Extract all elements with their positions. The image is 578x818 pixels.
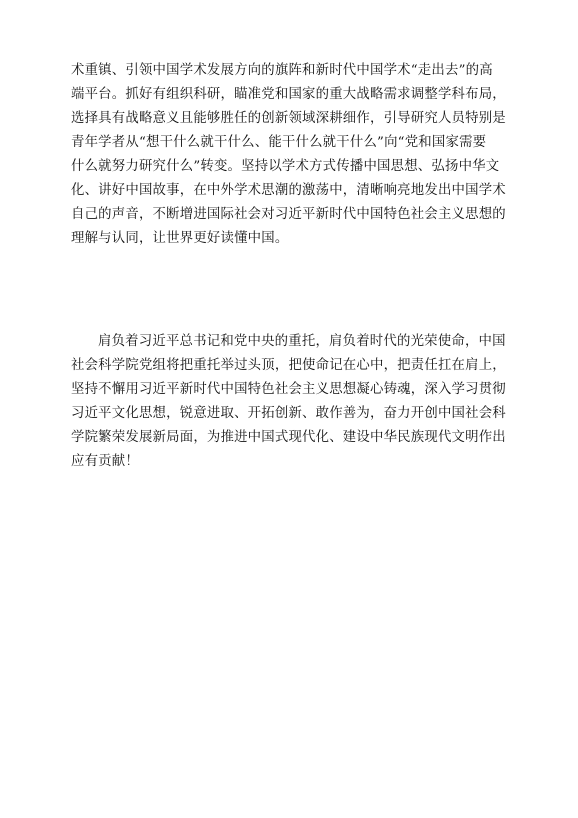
text-line: 应有贡献！ [71, 454, 139, 469]
paragraph-1 [71, 59, 516, 251]
text-line: 坚持不懈用习近平新时代中国特色社会主义思想凝心铸魂，深入学习贯彻 [71, 382, 506, 397]
paragraph-2 [71, 330, 516, 474]
text-line: 端平台。抓好有组织科研，瞄准党和国家的重大战略需求调整学科布局， [71, 87, 506, 102]
text-line: 理解与认同，让世界更好读懂中国。 [71, 231, 289, 246]
text-line: 自己的声音，不断增进国际社会对习近平新时代中国特色社会主义思想的 [71, 207, 506, 222]
text-line: 社会科学院党组将把重托举过头顶，把使命记在心中，把责任扛在肩上， [71, 358, 506, 373]
text-line: 肩负着习近平总书记和党中央的重托，肩负着时代的光荣使命，中国 [98, 334, 506, 349]
text-line: 什么就努力研究什么”转变。坚持以学术方式传播中国思想、弘扬中华文 [71, 159, 500, 174]
text-line: 选择具有战略意义且能够胜任的创新领域深耕细作，引导研究人员特别是 [71, 111, 506, 126]
text-line: 化、讲好中国故事，在中外学术思潮的激荡中，清晰响亮地发出中国学术 [71, 183, 506, 198]
text-line: 学院繁荣发展新局面，为推进中国式现代化、建设中华民族现代文明作出 [71, 430, 506, 445]
text-line: 青年学者从“想干什么就干什么、能干什么就干什么”向“党和国家需要 [71, 135, 487, 150]
text-line: 术重镇、引领中国学术发展方向的旗阵和新时代中国学术“走出去”的高 [71, 63, 493, 78]
text-line: 习近平文化思想，锐意进取、开拓创新、敢作善为，奋力开创中国社会科 [71, 406, 506, 421]
